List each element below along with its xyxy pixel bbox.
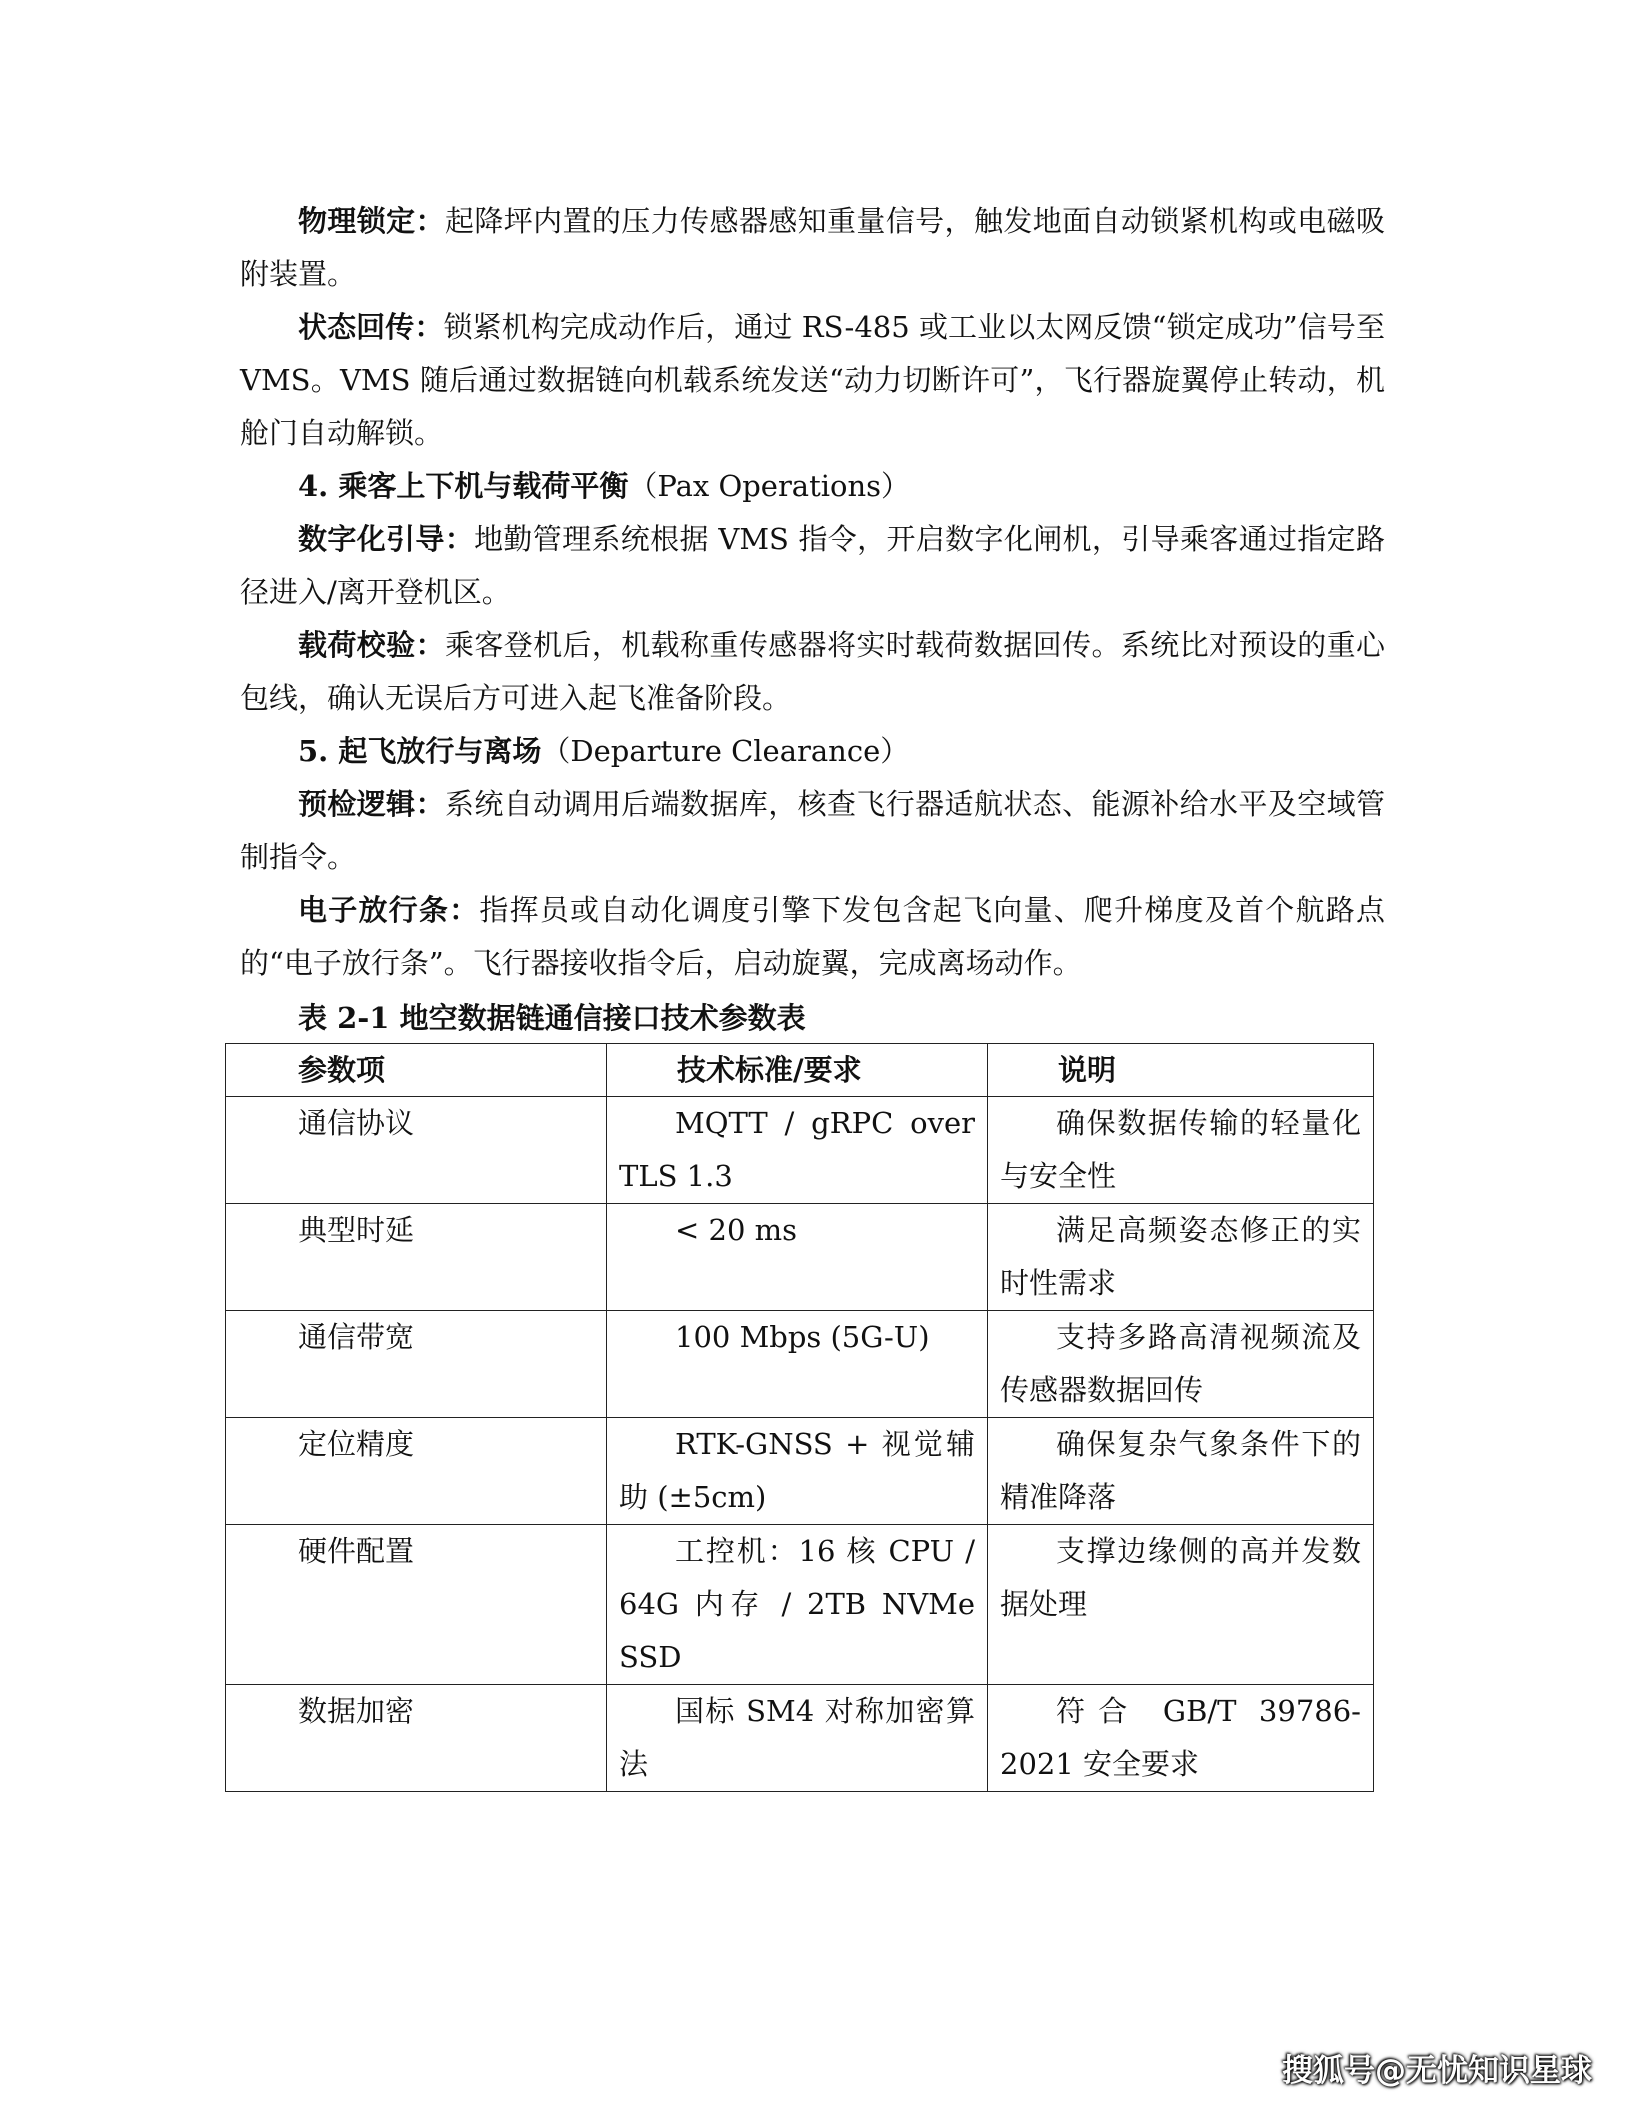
paragraph-load-check — [240, 619, 1385, 725]
watermark: 搜狐号@无忧知识星球 — [1282, 2053, 1592, 2089]
paragraph-label: 电子放行条： — [298, 893, 480, 927]
param-value: 国标 SM4 对称加密算法 — [607, 1685, 988, 1792]
param-value: RTK-GNSS + 视觉辅助 (±5cm) — [607, 1418, 988, 1525]
header-description: 说明 — [988, 1044, 1374, 1097]
param-description: 满足高频姿态修正的实时性需求 — [988, 1204, 1374, 1311]
param-description: 确保数据传输的轻量化与安全性 — [988, 1097, 1374, 1204]
paragraph-text: 乘客登机后，机载称重传感器将实时载荷数据回传。系统比对预设的重心包线，确认无误后方可进入起飞准备阶段。 — [240, 628, 1385, 715]
table-row — [226, 1685, 1374, 1792]
paragraph-label: 预检逻辑： — [298, 787, 445, 821]
paragraph-digital-guidance — [240, 513, 1385, 619]
table-row — [226, 1418, 1374, 1525]
param-description: 符合 GB/T 39786-2021 安全要求 — [988, 1685, 1374, 1792]
param-name: 定位精度 — [226, 1418, 607, 1525]
table-caption: 表 2-1 地空数据链通信接口技术参数表 — [298, 1001, 806, 1035]
param-name: 数据加密 — [226, 1685, 607, 1792]
param-description: 支持多路高清视频流及传感器数据回传 — [988, 1311, 1374, 1418]
param-value: < 20 ms — [607, 1204, 988, 1311]
paragraph-text: 指挥员或自动化调度引擎下发包含起飞向量、爬升梯度及首个航路点的“电子放行条”。飞行器接收指令后，启动旋翼，完成离场动作。 — [240, 893, 1385, 980]
paragraph-label: 数字化引导： — [298, 522, 475, 556]
paragraph-label: 载荷校验： — [298, 628, 445, 662]
paragraph-status-feedback — [240, 301, 1385, 460]
paragraph-label: 状态回传： — [298, 310, 444, 344]
paragraph-physical-lock — [240, 195, 1385, 301]
parameter-table — [225, 1043, 1374, 1792]
paragraph-text: 系统自动调用后端数据库，核查飞行器适航状态、能源补给水平及空域管制指令。 — [240, 787, 1385, 874]
table-row — [226, 1097, 1374, 1204]
paragraph-text: 锁紧机构完成动作后，通过 RS-485 或工业以太网反馈“锁定成功”信号至 VMS。VMS 随后通过数据链向机载系统发送“动力切断许可”，飞行器旋翼停止转动，机舱门自动解锁。 — [240, 310, 1385, 450]
heading-english: （Departure Clearance） — [541, 734, 910, 768]
param-name: 通信带宽 — [226, 1311, 607, 1418]
header-param-item: 参数项 — [226, 1044, 607, 1097]
header-standard: 技术标准/要求 — [607, 1044, 988, 1097]
paragraph-precheck-logic — [240, 778, 1385, 884]
table-row — [226, 1525, 1374, 1685]
paragraph-electronic-clearance — [240, 884, 1385, 990]
paragraph-text: 地勤管理系统根据 VMS 指令，开启数字化闸机，引导乘客通过指定路径进入/离开登机区。 — [240, 522, 1385, 609]
param-description: 确保复杂气象条件下的精准降落 — [988, 1418, 1374, 1525]
param-name: 通信协议 — [226, 1097, 607, 1204]
heading-title: 5. 起飞放行与离场 — [298, 734, 542, 768]
table-row — [226, 1204, 1374, 1311]
table-row — [226, 1311, 1374, 1418]
param-value: 100 Mbps (5G-U) — [607, 1311, 988, 1418]
heading-english: （Pax Operations） — [628, 469, 911, 503]
param-value: 工控机：16 核 CPU / 64G 内存 / 2TB NVMe SSD — [607, 1525, 988, 1685]
section-heading-4 — [298, 460, 910, 513]
param-name: 典型时延 — [226, 1204, 607, 1311]
paragraph-text: 起降坪内置的压力传感器感知重量信号，触发地面自动锁紧机构或电磁吸附装置。 — [240, 204, 1385, 291]
param-value: MQTT / gRPC over TLS 1.3 — [607, 1097, 988, 1204]
heading-title: 4. 乘客上下机与载荷平衡 — [298, 469, 629, 503]
paragraph-label: 物理锁定： — [298, 204, 445, 238]
table-header-row — [226, 1044, 1374, 1097]
param-description: 支撑边缘侧的高并发数据处理 — [988, 1525, 1374, 1685]
section-heading-5 — [298, 725, 909, 778]
param-name: 硬件配置 — [226, 1525, 607, 1685]
